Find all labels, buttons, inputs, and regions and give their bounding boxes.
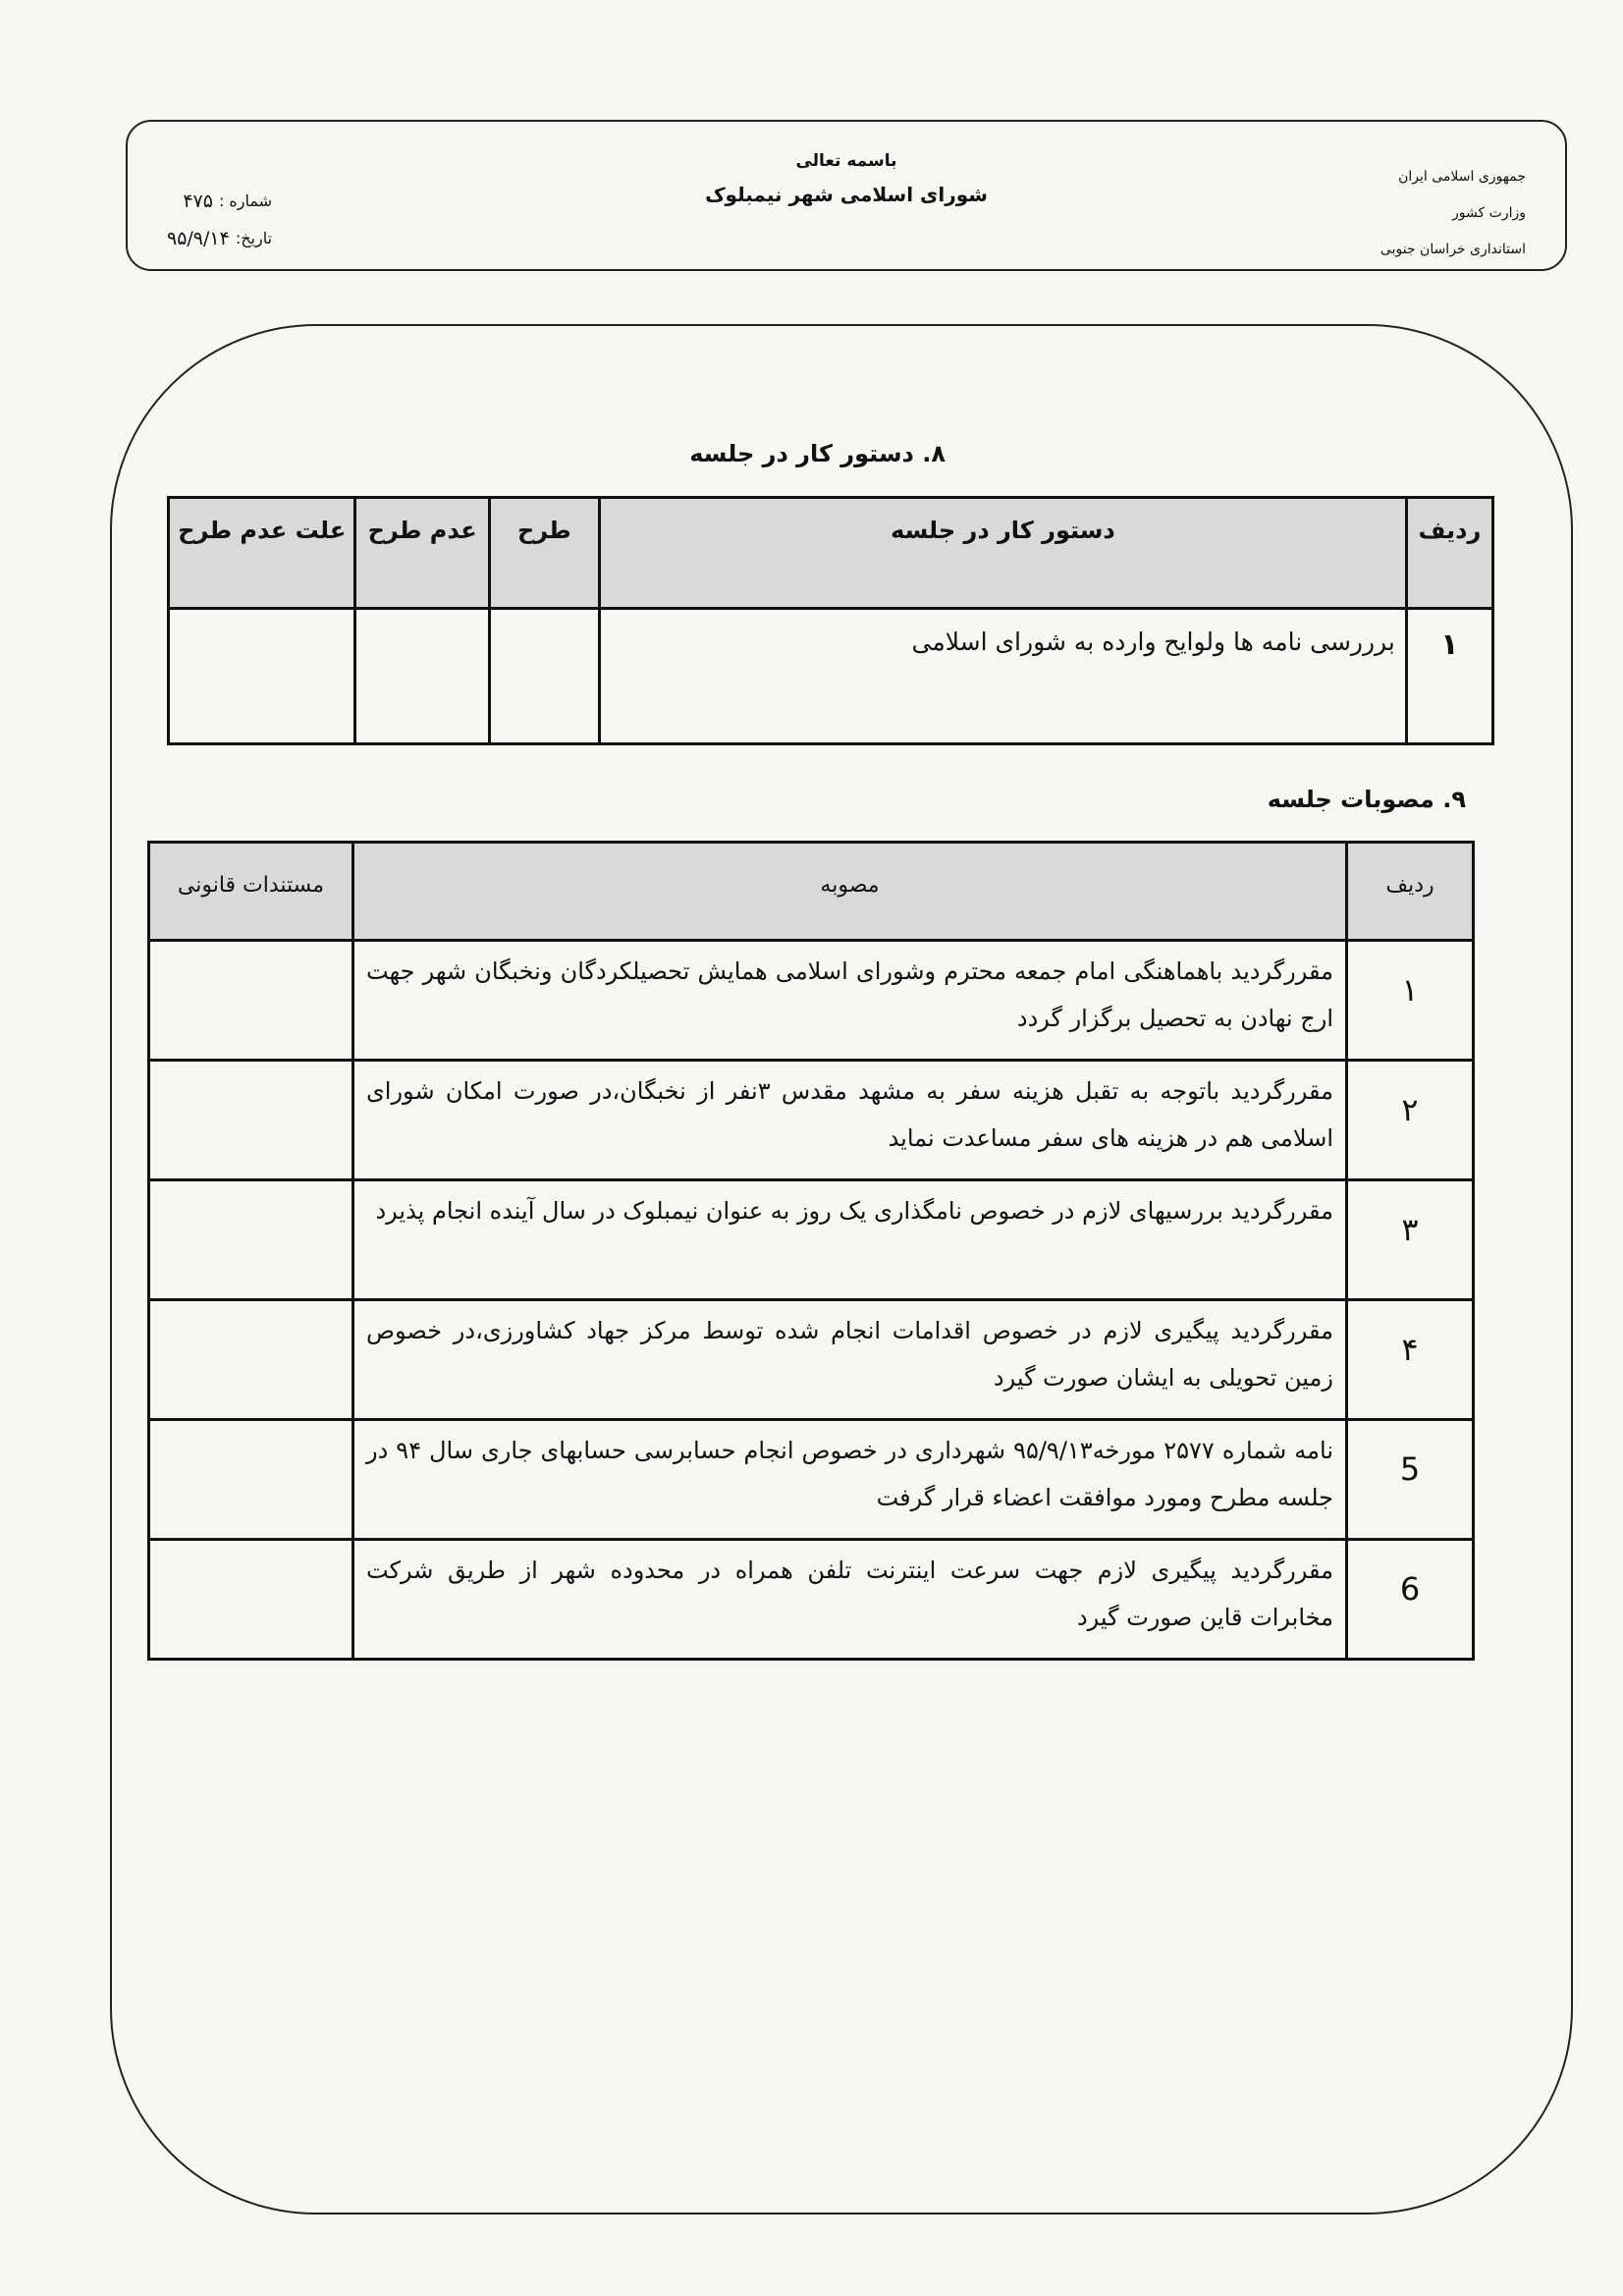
agenda-row-not-proposed [355,609,489,744]
resolution-num: 5 [1347,1420,1474,1540]
resolutions-header-text: مصوبه [353,843,1347,941]
resolutions-header-docs: مستندات قانونی [149,843,353,941]
council-name: شورای اسلامی شهر نیمبلوک [705,183,988,206]
resolution-text: مقررگردید بررسیهای لازم در خصوص نامگذاری یک روز به عنوان نیمبلوک در سال آینده انجام پذیرد [353,1180,1347,1300]
table-row [149,1300,1474,1420]
table-row [149,941,1474,1061]
resolution-text: مقررگردید پیگیری لازم جهت سرعت اینترنت تلفن همراه در محدوده شهر از طریق شرکت مخابرات قاین صورت گیرد [353,1540,1347,1660]
date-value: ۹۵/۹/۱۴ [167,228,230,249]
resolution-docs [149,1420,353,1540]
resolution-text: مقررگردید باهماهنگی امام جمعه محترم وشورای اسلامی همایش تحصیلکردگان ونخبگان شهر جهت ارج نهادن به تحصیل برگزار گردد [353,941,1347,1061]
resolution-docs [149,1540,353,1660]
resolution-num: ۲ [1347,1061,1474,1180]
table-row [169,609,1493,744]
issuer-line-ministry: وزارت کشور [1452,205,1526,221]
number-value: ۴۷۵ [183,191,213,212]
resolution-num: ۳ [1347,1180,1474,1300]
resolution-docs [149,941,353,1061]
resolutions-section-title: ۹. مصوبات جلسه [1267,786,1466,813]
agenda-table [167,496,1494,745]
resolution-num: 6 [1347,1540,1474,1660]
resolution-num: ۴ [1347,1300,1474,1420]
agenda-header-reason: علت عدم طرح [169,498,355,609]
agenda-header-item: دستور کار در جلسه [600,498,1407,609]
table-row [149,1180,1474,1300]
resolution-docs [149,1300,353,1420]
table-row [149,1540,1474,1660]
resolution-text: نامه شماره ۲۵۷۷ مورخه۹۵/۹/۱۳ شهرداری در خصوص انجام حسابرسی حسابهای جاری سال ۹۴ در جلسه مطرح ومورد موافقت اعضاء قرار گرفت [353,1420,1347,1540]
letterhead-title [128,151,1565,206]
letterhead [126,120,1567,271]
agenda-section-title: ۸. دستور کار در جلسه [689,440,946,467]
table-row [149,1420,1474,1540]
resolutions-table [147,841,1475,1661]
agenda-header-proposed: طرح [489,498,599,609]
resolution-docs [149,1180,353,1300]
resolution-num: ۱ [1347,941,1474,1061]
table-row [149,1061,1474,1180]
resolutions-header-row [149,843,1474,941]
resolution-text: مقررگردید پیگیری لازم در خصوص اقدامات انجام شده توسط مرکز جهاد کشاورزی،در خصوص زمین تحویلی به ایشان صورت گیرد [353,1300,1347,1420]
agenda-header-num: ردیف [1406,498,1492,609]
number-label: شماره : [218,191,273,210]
date-label: تاریخ: [235,229,273,247]
agenda-row-item: برررسی نامه ها ولوایح وارده به شورای اسلامی [600,609,1407,744]
agenda-header-not-proposed: عدم طرح [355,498,489,609]
resolutions-header-num: ردیف [1347,843,1474,941]
agenda-row-reason [169,609,355,744]
agenda-header-row [169,498,1493,609]
reference-block [167,183,272,257]
issuer-line-country: جمهوری اسلامی ایران [1398,169,1526,185]
resolution-text: مقررگردید باتوجه به تقبل هزینه سفر به مشهد مقدس ۳نفر از نخبگان،در صورت امکان شورای اسلامی هم در هزینه های سفر مساعدت نماید [353,1061,1347,1180]
resolution-docs [149,1061,353,1180]
agenda-row-num: ۱ [1406,609,1492,744]
agenda-row-proposed [489,609,599,744]
issuer-line-province: استانداری خراسان جنوبی [1380,242,1526,257]
bismillah: باسمه تعالی [795,151,897,171]
